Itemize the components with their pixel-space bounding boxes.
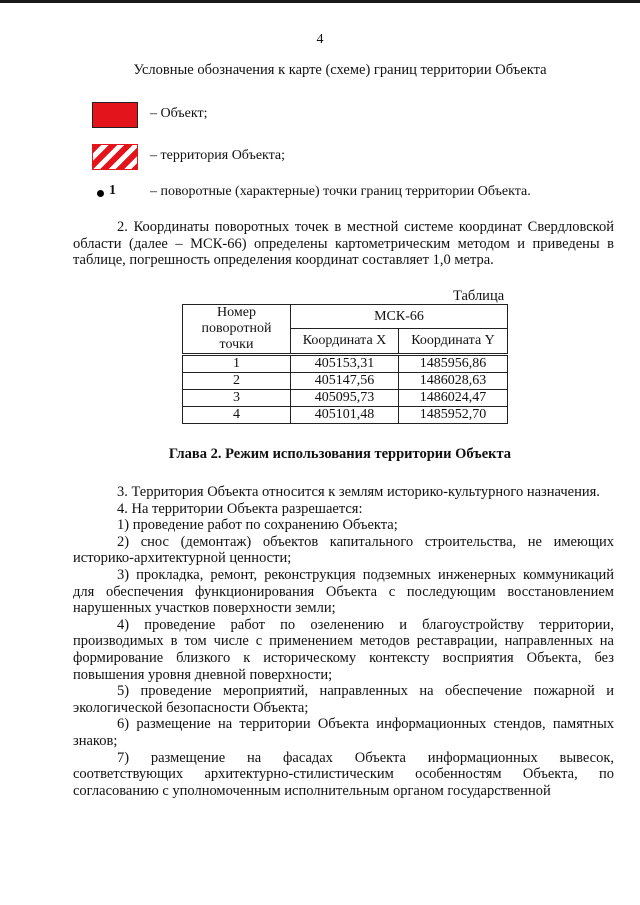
page-number: 4 <box>316 32 324 47</box>
permission-item: 2) снос (демонтаж) объектов капитального строительства, не имеющих историко-архитектурной ценности; <box>73 533 614 567</box>
cell-x: 405101,48 <box>291 407 399 424</box>
permission-item: 3) прокладка, ремонт, реконструкция подземных инженерных коммуникаций для обеспечения функционирования Объекта с последующим восстановлением нарушенных участков поверхности земли; <box>73 566 614 617</box>
legend-heading: Условные обозначения к карте (схеме) границ территории Объекта <box>133 62 547 78</box>
table-row <box>183 390 508 407</box>
table-caption: Таблица <box>453 288 505 304</box>
chapter-title: Глава 2. Режим использования территории Объекта <box>168 446 512 462</box>
legend-item-label: – Объект; <box>150 106 208 121</box>
permission-item: 5) проведение мероприятий, направленных на обеспечение пожарной и экологической безопасности Объекта; <box>73 683 614 716</box>
cell-y: 1486028,63 <box>399 373 508 390</box>
cell-x: 405095,73 <box>291 390 399 407</box>
legend-item-label: – территория Объекта; <box>150 148 286 163</box>
cell-point: 3 <box>183 390 291 407</box>
header-point-number: Номер поворотной точки <box>183 305 291 355</box>
permission-item: 6) размещение на территории Объекта информационных стендов, памятных знаков; <box>73 716 614 749</box>
turning-point-symbol <box>92 180 138 206</box>
cell-x: 405153,31 <box>291 355 399 373</box>
cell-y: 1485956,86 <box>399 355 508 373</box>
item-2-paragraph: 2. Координаты поворотных точек в местной системе координат Свердловской области (далее – МСК-66) определены картометрическим методом и приведены в таблице, погрешность определения координат составляет 1,0 метра. <box>73 219 614 269</box>
header-coordinate-y: Координата Y <box>399 329 508 355</box>
cell-point: 1 <box>183 355 291 373</box>
permission-item: 1) проведение работ по сохранению Объекта; <box>117 517 398 534</box>
cell-x: 405147,56 <box>291 373 399 390</box>
header-coordinate-x: Координата X <box>291 329 399 355</box>
permission-item: 4) проведение работ по озеленению и благоустройству территории, производимых в том числе с применением методов реставрации, направленных на формирование близкого к историческому контексту восприятия Объекта, без повышения уровня дневной поверхности; <box>73 616 614 683</box>
permission-item: 7) размещение на фасадах Объекта информационных вывесок, соответствующих архитектурно-стилистическим особенностям Объекта, по согласованию с уполномоченным исполнительным органом государственной <box>73 749 614 799</box>
cell-point: 4 <box>183 407 291 424</box>
item-4-paragraph: 4. На территории Объекта разрешается: <box>117 500 363 517</box>
table-row <box>183 407 508 424</box>
dot-icon <box>97 190 104 197</box>
legend-item-label: – поворотные (характерные) точки границ территории Объекта. <box>150 184 531 199</box>
cell-point: 2 <box>183 373 291 390</box>
scan-top-edge <box>0 0 640 3</box>
header-msk66: МСК-66 <box>291 305 508 329</box>
table-row <box>183 373 508 390</box>
red-hatched-square-icon <box>92 144 138 170</box>
table-row <box>183 355 508 373</box>
regime-section <box>73 484 614 799</box>
cell-y: 1485952,70 <box>399 407 508 424</box>
turning-point-number: 1 <box>109 183 116 198</box>
red-square-icon <box>92 102 138 128</box>
item-3-paragraph: 3. Территория Объекта относится к землям историко-культурного назначения. <box>117 484 600 500</box>
coordinates-table <box>182 304 508 424</box>
cell-y: 1486024,47 <box>399 390 508 407</box>
